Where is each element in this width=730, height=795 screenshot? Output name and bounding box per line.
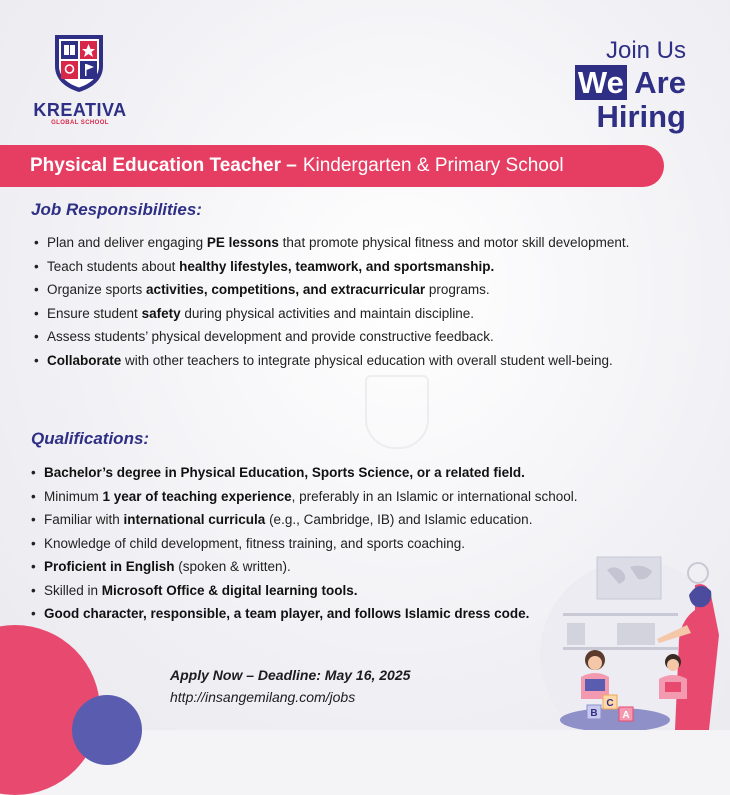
list-item-bold: international curricula <box>123 512 266 527</box>
responsibilities-list <box>34 231 664 372</box>
list-item <box>34 231 664 255</box>
list-item <box>31 508 671 532</box>
list-item-bold: 1 year of teaching experience <box>102 488 292 504</box>
shield-crest-icon <box>52 32 106 94</box>
list-item-bold: activities, competitions, and extracurricular <box>146 282 426 297</box>
list-item-bold: healthy lifestyles, teamwork, and sportsmanship. <box>179 258 495 274</box>
list-item-bold: Bachelor’s degree in Physical Education, Sports Science, or a related field. <box>44 465 525 480</box>
list-item-post: (spoken & written). <box>174 559 291 574</box>
list-item-pre: Familiar with <box>44 512 124 527</box>
job-title-bold: Physical Education Teacher – <box>30 155 297 176</box>
job-title-banner <box>0 145 664 187</box>
list-item-post: (e.g., Cambridge, IB) and Islamic education. <box>265 512 533 527</box>
job-title-rest: Kindergarten & Primary School <box>302 155 564 176</box>
list-item-bold: Good character, responsible, a team player, and follows Islamic dress code. <box>44 606 530 621</box>
list-item-bold: PE lessons <box>206 235 279 250</box>
brand-name: KREATIVA <box>33 100 127 120</box>
block-c: C <box>606 698 614 709</box>
deadline-text: Apply Now – Deadline: May 16, 2025 <box>170 667 411 683</box>
join-us-text: Join Us <box>605 37 686 64</box>
list-item-pre: Organize sports <box>47 282 147 297</box>
school-logo <box>30 32 130 132</box>
list-item <box>34 302 664 326</box>
list-item <box>34 278 664 302</box>
are-text: Are <box>634 65 686 100</box>
brand-subtitle: GLOBAL SCHOOL <box>51 120 109 126</box>
apply-url-link[interactable]: http://insangemilang.com/jobs <box>170 689 356 705</box>
we-highlight: We <box>575 65 627 100</box>
list-item-pre: Minimum <box>44 488 103 504</box>
list-item-bold: safety <box>141 305 181 321</box>
list-item <box>31 485 671 509</box>
list-item-bold: Microsoft Office & digital learning tools. <box>101 582 358 598</box>
list-item-pre: Assess students’ physical development and provide constructive feedback. <box>47 329 494 344</box>
hiring-text: Hiring <box>596 99 686 134</box>
list-item-post: during physical activities and maintain discipline. <box>180 305 474 321</box>
list-item <box>34 325 664 349</box>
qualifications-heading: Qualifications: <box>31 429 150 448</box>
list-item-pre: Ensure student <box>47 305 142 321</box>
list-item-post: programs. <box>425 282 490 297</box>
list-item-bold: Proficient in English <box>44 559 175 574</box>
apply-info <box>170 664 410 708</box>
list-item-pre: Plan and deliver engaging <box>47 235 207 250</box>
list-item-post: with other teachers to integrate physical education with overall student well-being. <box>121 352 613 368</box>
list-item <box>34 255 664 279</box>
list-item-pre: Skilled in <box>44 582 102 598</box>
list-item <box>31 461 671 485</box>
decorative-circle-blue <box>72 695 142 765</box>
list-item-pre: Teach students about <box>47 258 180 274</box>
hiring-headline <box>575 36 686 134</box>
block-b: B <box>590 708 598 719</box>
list-item-post: , preferably in an Islamic or international school. <box>291 488 578 504</box>
classroom-illustration <box>535 545 730 730</box>
responsibilities-heading: Job Responsibilities: <box>31 200 202 219</box>
background-watermark <box>365 375 429 449</box>
we-are-row <box>575 66 686 100</box>
list-item-post: that promote physical fitness and motor skill development. <box>278 235 630 250</box>
list-item-bold: Collaborate <box>47 352 122 368</box>
list-item <box>34 349 664 373</box>
block-a: A <box>622 710 630 721</box>
list-item-pre: Knowledge of child development, fitness training, and sports coaching. <box>44 535 466 551</box>
